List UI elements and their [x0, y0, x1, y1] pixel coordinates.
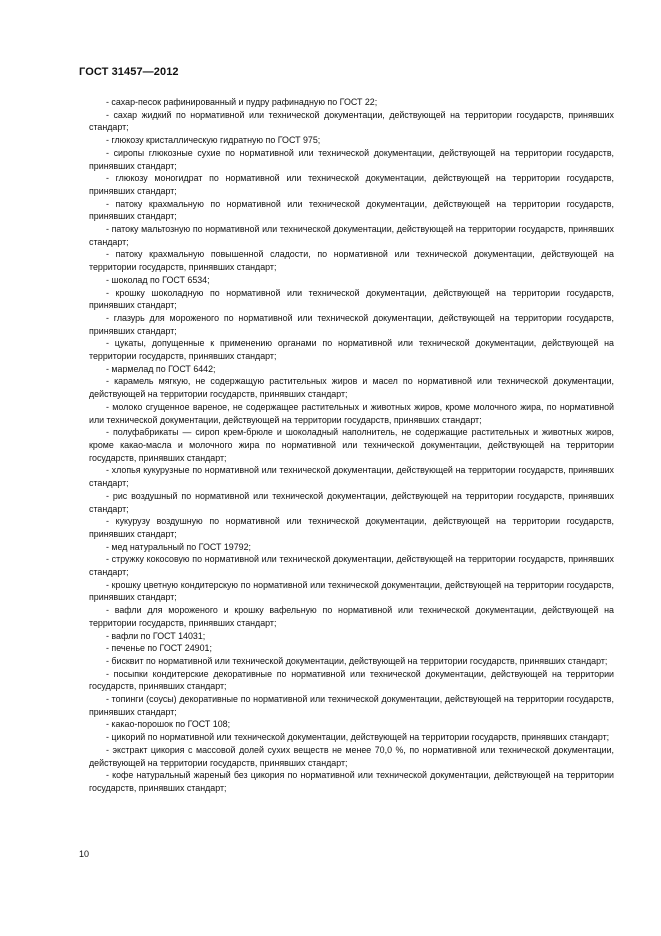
- list-item: - патоку крахмальную повышенной сладости, по нормативной или технической документации, действующей на территории государств, принявших стандарт;: [89, 249, 614, 273]
- list-item: - сиропы глюкозные сухие по нормативной или технической документации, действующей на территории государств, принявших стандарт;: [89, 147, 614, 171]
- list-item: - печенье по ГОСТ 24901;: [106, 643, 212, 654]
- list-item: - цукаты, допущенные к применению органами по нормативной или технической документации, действующей на территории государств, принявших стандарт;: [89, 338, 614, 362]
- list-item: - посыпки кондитерские декоративные по нормативной или технической документации, действующей на территории государств, принявших стандарт;: [89, 668, 614, 692]
- list-item: - сахар-песок рафинированный и пудру рафинадную по ГОСТ 22;: [106, 97, 378, 107]
- list-item: - патоку мальтозную по нормативной или технической документации, действующей на территории государств, принявших стандарт;: [89, 224, 614, 247]
- list-item: - рис воздушный по нормативной или технической документации, действующей на территории государств, принявших стандарт;: [89, 490, 614, 514]
- list-item: - шоколад по ГОСТ 6534;: [106, 274, 210, 285]
- list-item: - цикорий по нормативной или технической документации, действующей на территории государств, принявших стандарт;: [106, 732, 610, 743]
- page-number: 10: [79, 849, 90, 859]
- document-header: ГОСТ 31457—2012: [79, 66, 179, 78]
- list-item: - топинги (соусы) декоративные по нормативной или технической документации, действующей на территории государств, принявших стандарт;: [89, 694, 614, 717]
- list-item: - карамель мягкую, не содержащую растительных жиров и масел по нормативной или технической документации, действующей на территории государств, принявших стандарт;: [89, 376, 614, 400]
- list-item: - патоку крахмальную по нормативной или технической документации, действующей на территории государств, принявших стандарт;: [89, 198, 614, 222]
- list-item: - вафли для мороженого и крошку вафельную по нормативной или технической документации, действующей на территории государств, принявших стандарт;: [89, 605, 614, 628]
- list-item: - глюкозу моногидрат по нормативной или технической документации, действующей на территории государств, принявших стандарт;: [89, 173, 614, 196]
- list-item: - полуфабрикаты — сироп крем-брюле и шоколадный наполнитель, не содержащие растительных и животных жиров, кроме какао-масла и молочного жира по нормативной или технической документации, действующей на территории государств, принявших стандарт;: [89, 427, 614, 463]
- list-item: - крошку цветную кондитерскую по нормативной или технической документации, действующей на территории государств, принявших стандарт;: [89, 579, 614, 603]
- list-item: - мармелад по ГОСТ 6442;: [106, 363, 216, 374]
- list-item: - молоко сгущенное вареное, не содержащее растительных и животных жиров, кроме молочного жира, по нормативной или технической документации, действующей на территории государств, принявших стандарт;: [89, 401, 614, 425]
- list-item: - мед натуральный по ГОСТ 19792;: [106, 541, 251, 552]
- list-item: - вафли по ГОСТ 14031;: [106, 630, 206, 641]
- list-item: - кукурузу воздушную по нормативной или технической документации, действующей на территории государств, принявших стандарт;: [89, 516, 614, 539]
- list-item: - экстракт цикория с массовой долей сухих веществ не менее 70,0 %, по нормативной или технической документации, действующей на территории государств, принявших стандарт;: [89, 744, 614, 768]
- list-item: - глюкозу кристаллическую гидратную по ГОСТ 975;: [106, 135, 321, 146]
- list-item: - кофе натуральный жареный без цикория по нормативной или технической документации, действующей на территории государств, принявших стандарт;: [89, 770, 614, 793]
- document-body: [89, 96, 614, 795]
- list-item: - какао-порошок по ГОСТ 108;: [106, 719, 231, 730]
- list-item: - хлопья кукурузные по нормативной или технической документации, действующей на территории государств, принявших стандарт;: [89, 465, 614, 489]
- list-item: - глазурь для мороженого по нормативной или технической документации, действующей на территории государств, принявших стандарт;: [89, 312, 614, 336]
- list-item: - стружку кокосовую по нормативной или технической документации, действующей на территории государств, принявших стандарт;: [89, 554, 614, 578]
- list-item: - крошку шоколадную по нормативной или технической документации, действующей на территории государств, принявших стандарт;: [89, 287, 614, 311]
- list-item: - бисквит по нормативной или технической документации, действующей на территории государств, принявших стандарт;: [106, 655, 608, 666]
- list-item: - сахар жидкий по нормативной или технической документации, действующей на территории государств, принявших стандарт;: [89, 109, 614, 133]
